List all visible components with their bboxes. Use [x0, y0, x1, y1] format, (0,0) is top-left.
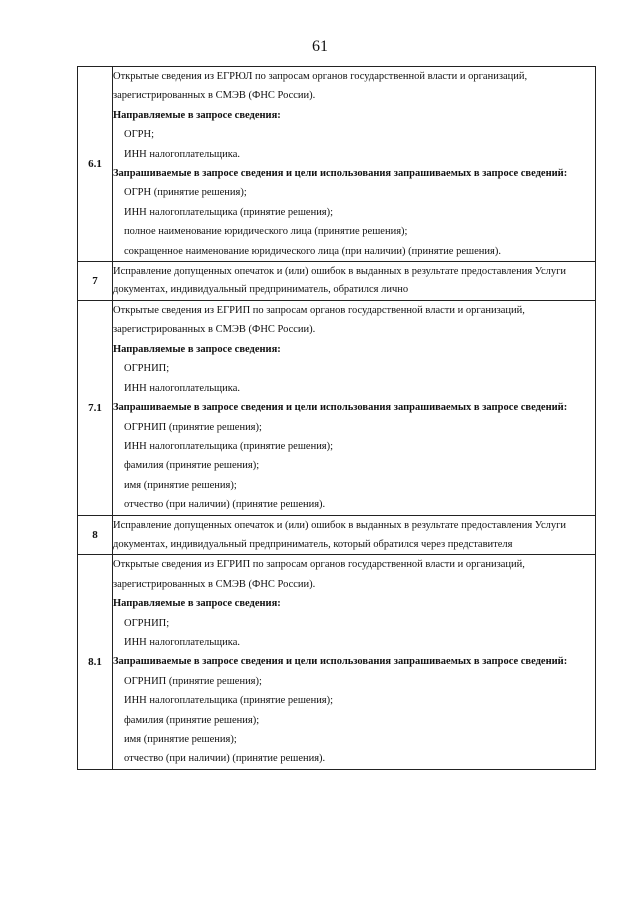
text-line: Исправление допущенных опечаток и (или) ошибок в выданных в результате предоставления Услуги: [113, 266, 567, 278]
row-number: 8.1: [78, 555, 113, 769]
text-line: имя (принятие решения);: [124, 479, 237, 491]
row-number: 7: [78, 262, 113, 301]
text-line: отчество (при наличии) (принятие решения).: [124, 753, 326, 765]
row-number: 6.1: [78, 67, 113, 262]
table-row: [78, 262, 596, 301]
text-line: ИНН налогоплательщика (принятие решения);: [124, 440, 334, 452]
text-line: полное наименование юридического лица (принятие решения);: [124, 226, 408, 238]
table-body: [78, 67, 596, 770]
text-line: ОГРН;: [124, 129, 154, 141]
section-heading: Направляемые в запросе сведения:: [113, 343, 281, 355]
text-line: Исправление допущенных опечаток и (или) ошибок в выданных в результате предоставления Услуги: [113, 519, 567, 531]
text-line: документах, индивидуальный предприниматель, обратился лично: [113, 284, 409, 296]
row-number: 8: [78, 515, 113, 555]
page-number: 61: [312, 38, 328, 55]
text-line: Открытые сведения из ЕГРЮЛ по запросам органов государственной власти и организаций,: [113, 71, 528, 82]
table-row: [78, 515, 596, 555]
text-line: ОГРНИП (принятие решения);: [124, 421, 262, 433]
text-line: отчество (при наличии) (принятие решения).: [124, 499, 326, 511]
text-line: зарегистрированных в СМЭВ (ФНС России).: [113, 324, 316, 336]
text-line: зарегистрированных в СМЭВ (ФНС России).: [113, 578, 316, 590]
text-line: ИНН налогоплательщика (принятие решения);: [124, 695, 334, 707]
text-line: Открытые сведения из ЕГРИП по запросам органов государственной власти и организаций,: [113, 559, 525, 571]
section-heading: Направляемые в запросе сведения:: [113, 109, 281, 121]
text-line: ОГРНИП;: [124, 617, 170, 629]
table-row: [78, 301, 596, 515]
row-content: [113, 515, 596, 555]
row-content: [113, 301, 596, 515]
text-line: ОГРН (принятие решения);: [124, 187, 247, 199]
section-heading: Запрашиваемые в запросе сведения и цели использования запрашиваемых в запросе сведений:: [113, 402, 568, 414]
text-line: ОГРНИП;: [124, 363, 170, 375]
text-line: документах, индивидуальный предприниматель, который обратился через представителя: [113, 538, 513, 550]
section-heading: Запрашиваемые в запросе сведения и цели использования запрашиваемых в запросе сведений:: [113, 168, 568, 180]
text-line: ИНН налогоплательщика.: [124, 382, 240, 394]
text-line: Открытые сведения из ЕГРИП по запросам органов государственной власти и организаций,: [113, 305, 525, 317]
text-line: ИНН налогоплательщика.: [124, 636, 240, 648]
text-line: ИНН налогоплательщика (принятие решения);: [124, 206, 334, 218]
row-content: [113, 67, 596, 262]
row-number: 7.1: [78, 301, 113, 515]
text-line: ИНН налогоплательщика.: [124, 148, 240, 160]
table-row: [78, 67, 596, 262]
section-heading: Направляемые в запросе сведения:: [113, 598, 281, 610]
text-line: ОГРНИП (принятие решения);: [124, 675, 262, 687]
table-row: [78, 555, 596, 769]
text-line: имя (принятие решения);: [124, 734, 237, 745]
text-line: фамилия (принятие решения);: [124, 460, 260, 472]
text-line: фамилия (принятие решения);: [124, 714, 260, 726]
row-content: [113, 262, 596, 301]
data-table: [77, 66, 596, 770]
row-content: [113, 555, 596, 769]
text-line: зарегистрированных в СМЭВ (ФНС России).: [113, 90, 316, 102]
section-heading: Запрашиваемые в запросе сведения и цели использования запрашиваемых в запросе сведений:: [113, 656, 568, 668]
text-line: сокращенное наименование юридического лица (при наличии) (принятие решения).: [124, 245, 501, 257]
